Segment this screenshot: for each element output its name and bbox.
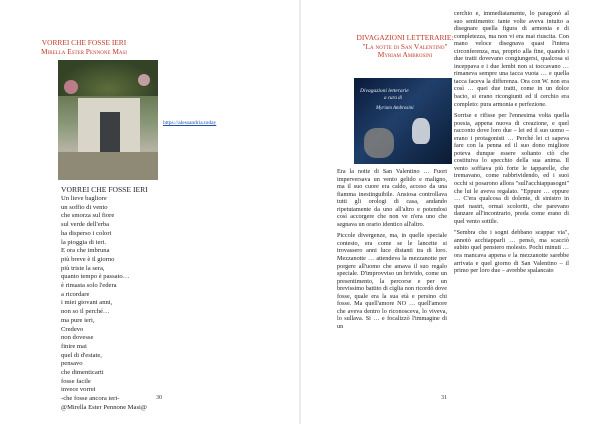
poem-line: la pioggia di ieri. (61, 238, 107, 246)
poem-line: un soffio di vento (61, 203, 108, 211)
poem-line: più breve è il giorno (61, 255, 115, 263)
poem-line: invece vorrei (61, 386, 96, 394)
article-author: Myriam Ambrosini (377, 50, 433, 59)
article-paragraph: cerchio e, immediatamente, lo paragonò al suo sentimento: tante volte aveva intuito a disegnare quella figura di armonia e di completezza, ma non vi era mai riuscita. Con mano veloce disegnava quasi l'intera circonferenza, ma, proprio alla fine, quando i due tratti dovevano congiungersi, qualcosa si inceppava e i due lembi non si toccavano … rimaneva sempre una tacca vuota … e quella tacca faceva la differenza. Ora con W. non era così … quei due tratti, come in un dolce bacio, si erano ricongiunti ed il cerchio era completo: pura armonia e perfezione. (454, 10, 569, 108)
poem-line: è rimasta solo l'edera (61, 282, 117, 290)
garden-photo (58, 60, 158, 180)
cover-hands (364, 128, 394, 158)
poem-line: i miei giovani anni, (61, 299, 113, 307)
poem-line: -che fosse ancora ieri- (61, 395, 120, 403)
poem-author: Mirella Ester Pennone Masi (41, 47, 127, 56)
cover-moon (412, 118, 430, 144)
article-title: "La notte di San Valentino" (362, 41, 448, 51)
left-page (0, 0, 299, 424)
cover-title: Divagazioni letterarie (360, 88, 409, 94)
poem-line: finire mai (61, 342, 87, 350)
photo-rose (138, 74, 150, 86)
poem-heading: VORREI CHE FOSSE IERI (61, 185, 148, 194)
website-link[interactable]: https://alessandria.today (163, 120, 217, 126)
poem-line: sul verde dell'erba (61, 221, 110, 229)
poem-body (61, 195, 181, 413)
right-page (301, 0, 600, 424)
page-number-left: 30 (156, 395, 162, 401)
photo-door (100, 112, 120, 152)
section-title: DIVAGAZIONI LETTERARIE: (356, 33, 454, 42)
poem-line: Credevo (61, 325, 84, 333)
poem-line: non so il perché… (61, 308, 110, 316)
poem-line: pensavo (61, 360, 83, 368)
poem-line: E ora che imbruna (61, 247, 110, 255)
poem-line: più triste la sera, (61, 264, 105, 272)
photo-path (58, 152, 158, 180)
cover-subtitle: a cura di (384, 96, 403, 101)
poem-title-block (10, 38, 158, 56)
page-number-right: 31 (441, 395, 447, 401)
poem-line: ma pure ieri, (61, 316, 95, 324)
article-paragraph: Sorrise e rifisse per l'ennesima volta quella poesia, appena nuova di creazione, e quel racconto dove loro due – lei ed il suo uomo – erano i protagonisti … Perché lei ci sapeva fare con la penna ed il suo dono migliore poteva dunque essere soltanto ciò che costituiva lo specchio della sua anima. Il vento soffiava più forte le tapparelle, che tremavano, come rabbrividendo, ed i suoi occhi si posarono allora "sull'acchiappasogni" che lui le aveva regalato. "Eppure … eppure … C'era qualcosa di dolente, di sinistro in quei nastri, ormai scoloriti, che parevano danzare all'incontrario, preda come erano di quel vento sottile. (454, 112, 569, 225)
poem-line: che smorza sul fiore (61, 212, 115, 220)
poem-line: non dovesse (61, 334, 94, 342)
poem-line: a ricordare (61, 290, 90, 298)
cover-author: Myriam Ambrosini (376, 106, 414, 111)
poem-line: @Mirella Ester Pennone Masi@ (61, 403, 147, 411)
article-column-left (337, 168, 447, 334)
poem-line: fosse facile (61, 377, 91, 385)
poem-title: VORREI CHE FOSSE IERI (41, 38, 127, 47)
book-cover-image (354, 78, 452, 164)
article-title-block (339, 34, 471, 60)
poem-line: Un lieve bagliore (61, 195, 107, 202)
article-paragraph: Piccole divergenze, ma, in quelle speciale contesto, era come se le lancette si trovassero anni luce distanti tra di loro. Mezzanotte … attendeva la mezzanotte per porgere all'uomo che amava il suo regalo speciale. D'improvviso un brivido, come un presentimento, la percorse e per un brevissimo battito di ciglia non ricordò dove fosse, quale era la sua età e persino chi fosse. Ma quell'amore NO … quell'amore che aveva dentro lo riconosceva, lo viveva, lo sullava. Si … e focalizzò l'immagine di un (337, 232, 447, 330)
poem-line: quanto tempo è passato… (61, 273, 130, 281)
article-column-right (454, 10, 569, 279)
poem-line: che dimenticarti (61, 369, 104, 377)
article-paragraph: "Sembra che i sogni debbano scappar via", annotò acchiapparli … pensò, ma scacciò subito quel pensiero molesto. Pochi minuti … ora mancava appena e la mezzanotte sarebbe arrivata e quel giorno di San Valentino – il primo per loro due – avrebbe spalancato (454, 229, 569, 275)
poem-line: quel di d'estate, (61, 351, 102, 359)
article-paragraph: Era la notte di San Valentino … Fuori imperversava un vento gelido e maligno, ma il suo cuore era caldo, acceso da una fiamma inestinguibile. Ansiosa controllava tutti gli orologi di casa, andando ripetutamente da uno all'altro e potendosi così accorgere che non ve n'era uno che segnava un orario identico all'altro. (337, 168, 447, 228)
photo-rose (64, 80, 78, 94)
poem-line: ha disperso i colori (61, 229, 112, 237)
